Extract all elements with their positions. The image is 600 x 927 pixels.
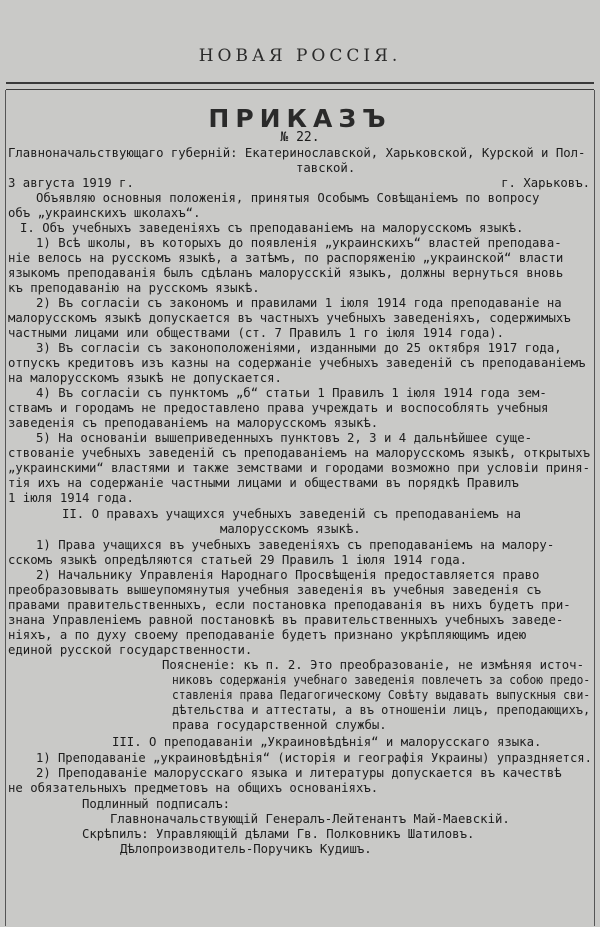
- text-line: частными лицами или обществами (ст. 7 Правилъ 1 го іюля 1914 года).: [8, 326, 505, 340]
- text-line: языкомъ преподаванія былъ сдѣланъ малорусскій языкъ, должны вернуться вновь: [8, 266, 564, 280]
- text-line: знана Управленіемъ равной постановкѣ въ правительственныхъ учебныхъ заведе-: [8, 613, 564, 627]
- text-line: Объявляю основныя положенія, принятыя Особымъ Совѣщаніемъ по вопросу: [36, 191, 540, 205]
- text-line: заведенія съ преподаваніемъ на малорусскомъ языкѣ.: [8, 416, 379, 430]
- text-line: 2) Начальнику Управленія Народнаго Просвѣщенія предоставляется право: [36, 568, 540, 582]
- text-line: 3 августа 1919 г.: [8, 176, 134, 190]
- text-line: 4) Въ согласіи съ пунктомъ „б“ статьи 1 Правилъ 1 іюля 1914 года зем-: [36, 386, 547, 400]
- text-line: не обязательныхъ предметовъ на общихъ основаніяхъ.: [8, 781, 379, 795]
- text-line: тавской.: [296, 161, 356, 175]
- text-line: Главноначальствующаго губерній: Екатеринославской, Харьковской, Курской и Пол-: [8, 146, 586, 160]
- text-line: объ „украинскихъ школахъ“.: [8, 206, 201, 220]
- text-line: ствамъ и городамъ не предоставлено права учреждать и воспособлять учебныя: [8, 401, 549, 415]
- text-line: на малорусскомъ языкѣ не допускается.: [8, 371, 282, 385]
- text-line: 1) Всѣ школы, въ которыхъ до появленія „украинскихъ“ властей преподава-: [36, 236, 562, 250]
- text-line: тія ихъ на содержаніе частными лицами и обществами въ порядкѣ Правилъ: [8, 476, 519, 490]
- text-line: 2) Въ согласіи съ закономъ и правилами 1 іюля 1914 года преподаваніе на: [36, 296, 562, 310]
- text-line: права государственной службы.: [172, 718, 387, 732]
- newspaper-masthead: НОВАЯ РОССІЯ.: [198, 46, 402, 66]
- text-line: „украинскими“ властями и также земствами и городами возможно при условіи приня-: [8, 461, 590, 475]
- text-line: единой русской государственности.: [8, 643, 253, 657]
- text-line: г. Харьковъ.: [501, 176, 590, 190]
- text-line: Главноначальствующій Генералъ-Лейтенантъ Май-Маевскій.: [110, 812, 510, 826]
- text-line: Подлинный подписалъ:: [82, 797, 231, 811]
- text-line: 1) Права учащихся въ учебныхъ заведеніяхъ съ преподаваніемъ на малору-: [36, 538, 555, 552]
- text-line: III. О преподаваніи „Украиновѣдѣнія“ и малорусскаго языка.: [112, 735, 542, 749]
- masthead-rule: [6, 82, 594, 90]
- text-line: отпускъ кредитовъ изъ казны на содержаніе учебныхъ заведеній съ преподаваніемъ: [8, 356, 586, 370]
- text-line: малорусскомъ языкѣ допускается въ частныхъ учебныхъ заведеніяхъ, содержимыхъ: [8, 311, 571, 325]
- text-line: 3) Въ согласіи съ законоположеніями, изданными до 25 октября 1917 года,: [36, 341, 562, 355]
- text-line: Дѣлопроизводитель-Поручикъ Кудишъ.: [120, 842, 372, 856]
- text-line: Скрѣпилъ: Управляющій дѣлами Гв. Полковникъ Шатиловъ.: [82, 827, 475, 841]
- text-line: ніяхъ, а по духу своему преподаваніе будетъ признано укрѣпляющимъ идею: [8, 628, 527, 642]
- text-line: II. О правахъ учащихся учебныхъ заведеній съ преподаваніемъ на: [62, 507, 522, 521]
- text-line: ставленія права Педагогическому Совѣту выдавать выпускныя сви-: [172, 688, 591, 702]
- text-line: ствованіе учебныхъ заведеній съ преподаваніемъ на малорусскомъ языкѣ, открытыхъ: [8, 446, 590, 460]
- order-title: ПРИКАЗЪ: [208, 104, 392, 133]
- text-line: никовъ содержанія учебнаго заведенія повлечетъ за собою предо-: [172, 673, 591, 687]
- text-line: ніе велось на русскомъ языкѣ, а затѣмъ, по распоряженію „украинской“ власти: [8, 251, 564, 265]
- text-line: сскомъ языкѣ опредѣляются статьей 29 Правилъ 1 іюля 1914 года.: [8, 553, 468, 567]
- text-line: 1) Преподаваніе „украиновѣдѣнія“ (исторія и географія Украины) упраздняется.: [36, 751, 592, 765]
- text-line: Поясненіе: къ п. 2. Это преобразованіе, не измѣняя источ-: [162, 658, 584, 672]
- text-line: 1 іюля 1914 года.: [8, 491, 134, 505]
- text-line: 5) На основаніи вышеприведенныхъ пунктовъ 2, 3 и 4 дальнѣйшее суще-: [36, 431, 533, 445]
- text-line: правами правительственныхъ, если постановка преподаванія въ нихъ будетъ при-: [8, 598, 571, 612]
- text-line: I. Объ учебныхъ заведеніяхъ съ преподаваніемъ на малорусскомъ языкѣ.: [20, 221, 524, 235]
- text-line: преобразовывать вышеупомянутыя учебныя заведенія въ учебныя заведенія съ: [8, 583, 542, 597]
- text-line: дѣтельства и аттестаты, а въ отношеніи лицъ, преподающихъ,: [172, 703, 591, 717]
- text-line: къ преподаванію на русскомъ языкѣ.: [8, 281, 260, 295]
- text-line: малорусскомъ языкѣ.: [220, 522, 361, 536]
- order-number: № 22.: [280, 130, 320, 145]
- text-line: 2) Преподаваніе малорусскаго языка и литературы допускается въ качествѣ: [36, 766, 562, 780]
